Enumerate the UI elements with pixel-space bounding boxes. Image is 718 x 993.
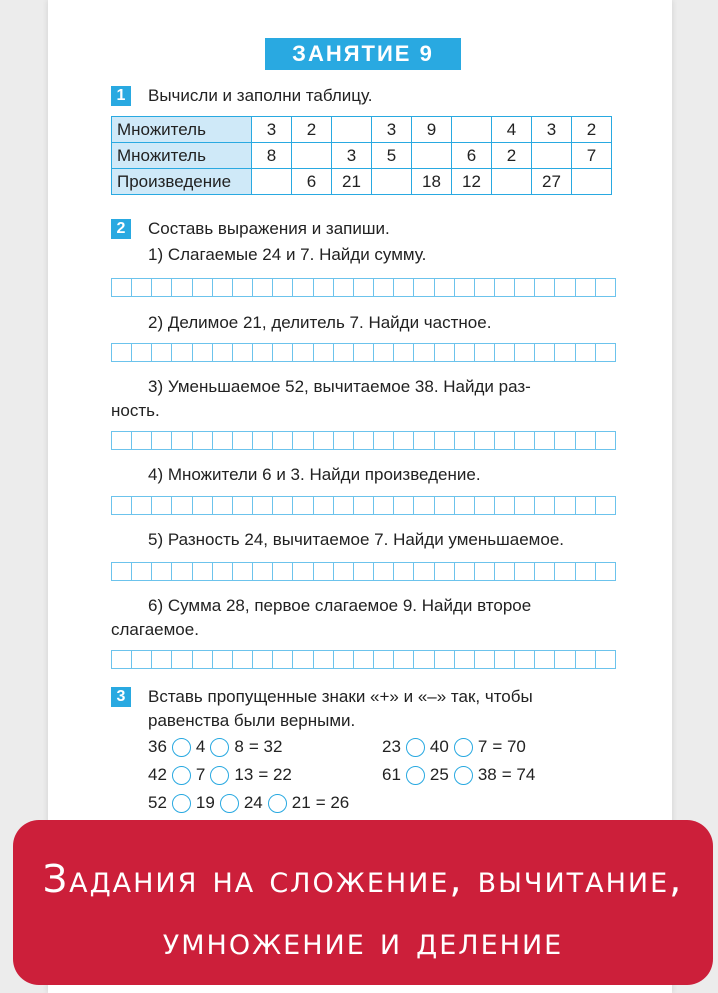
grid-cell[interactable] <box>273 432 293 449</box>
grid-cell[interactable] <box>334 432 354 449</box>
grid-cell[interactable] <box>172 344 192 361</box>
task-1-text: Вычисли и заполни таблицу. <box>148 86 373 105</box>
task-2-number: 2 <box>111 219 131 239</box>
grid-cell[interactable] <box>414 432 434 449</box>
grid-cell[interactable] <box>596 344 615 361</box>
grid-cell[interactable] <box>213 432 233 449</box>
grid-cell[interactable] <box>394 344 414 361</box>
grid-cell[interactable] <box>273 497 293 514</box>
grid-cell[interactable] <box>455 344 475 361</box>
operand: 40 <box>429 737 449 756</box>
operand: 36 <box>148 737 167 756</box>
grid-cell[interactable] <box>555 563 575 580</box>
grid-cell[interactable] <box>475 344 495 361</box>
grid-cell[interactable] <box>193 497 213 514</box>
grid-cell[interactable] <box>152 497 172 514</box>
grid-cell[interactable] <box>515 497 535 514</box>
grid-cell[interactable] <box>435 432 455 449</box>
grid-cell[interactable] <box>394 563 414 580</box>
table-cell[interactable]: 9 <box>412 117 452 143</box>
grid-cell[interactable] <box>213 651 233 668</box>
operand: 61 <box>382 765 401 784</box>
grid-cell[interactable] <box>334 651 354 668</box>
equation <box>148 737 282 757</box>
grid-cell[interactable] <box>535 344 555 361</box>
operand: 52 <box>148 793 167 812</box>
task-2-item-3: 3) Уменьшаемое 52, вычитаемое 38. Найди раз- <box>148 377 531 396</box>
grid-cell[interactable] <box>233 432 253 449</box>
table-cell[interactable] <box>292 143 332 169</box>
grid-cell[interactable] <box>576 432 596 449</box>
grid-cell[interactable] <box>535 279 555 296</box>
task-2-item-3-cont: ность. <box>111 401 160 420</box>
grid-cell[interactable] <box>152 651 172 668</box>
grid-cell[interactable] <box>253 344 273 361</box>
grid-cell[interactable] <box>535 563 555 580</box>
grid-cell[interactable] <box>596 563 615 580</box>
grid-cell[interactable] <box>475 432 495 449</box>
operand: 25 <box>429 765 449 784</box>
grid-cell[interactable] <box>112 344 132 361</box>
grid-cell[interactable] <box>293 497 313 514</box>
grid-cell[interactable] <box>314 563 334 580</box>
table-cell[interactable]: 7 <box>572 143 612 169</box>
sign-slot[interactable] <box>210 766 229 785</box>
grid-cell[interactable] <box>374 344 394 361</box>
task-3-text-line2: равенства были верными. <box>148 711 356 730</box>
grid-cell[interactable] <box>394 651 414 668</box>
grid-cell[interactable] <box>193 651 213 668</box>
table-row <box>112 169 612 195</box>
equation-result: = 74 <box>501 765 536 784</box>
equation-result: = 22 <box>258 765 292 784</box>
operand: 23 <box>382 737 401 756</box>
equation <box>382 765 535 785</box>
operand: 19 <box>195 793 215 812</box>
table-row <box>112 143 612 169</box>
operand: 8 <box>234 737 244 756</box>
grid-cell[interactable] <box>132 344 152 361</box>
grid-cell[interactable] <box>475 497 495 514</box>
sign-slot[interactable] <box>220 794 239 813</box>
grid-cell[interactable] <box>314 497 334 514</box>
grid-cell[interactable] <box>112 651 132 668</box>
operand: 13 <box>234 765 254 784</box>
grid-cell[interactable] <box>293 651 313 668</box>
grid-cell[interactable] <box>273 279 293 296</box>
sign-slot[interactable] <box>172 794 191 813</box>
grid-cell[interactable] <box>495 279 515 296</box>
sign-slot[interactable] <box>406 766 425 785</box>
table-cell[interactable]: 21 <box>332 169 372 195</box>
grid-cell[interactable] <box>193 432 213 449</box>
grid-cell[interactable] <box>233 651 253 668</box>
grid-cell[interactable] <box>414 344 434 361</box>
grid-cell[interactable] <box>495 432 515 449</box>
grid-cell[interactable] <box>374 651 394 668</box>
task-2-item-1: 1) Слагаемые 24 и 7. Найди сумму. <box>148 245 427 264</box>
grid-cell[interactable] <box>515 563 535 580</box>
table-cell[interactable]: 8 <box>252 143 292 169</box>
grid-cell[interactable] <box>576 344 596 361</box>
grid-cell[interactable] <box>435 651 455 668</box>
operand: 7 <box>195 765 206 784</box>
task-2-item-5: 5) Разность 24, вычитаемое 7. Найди уменьшаемое. <box>148 530 564 549</box>
table-cell[interactable] <box>332 117 372 143</box>
grid-cell[interactable] <box>273 344 293 361</box>
grid-cell[interactable] <box>314 344 334 361</box>
row-header: Множитель <box>112 117 252 143</box>
grid-cell[interactable] <box>535 497 555 514</box>
operand: 42 <box>148 765 167 784</box>
promo-banner <box>13 820 713 985</box>
answer-grid[interactable] <box>111 562 616 581</box>
grid-cell[interactable] <box>354 344 374 361</box>
grid-cell[interactable] <box>555 279 575 296</box>
grid-cell[interactable] <box>394 432 414 449</box>
grid-cell[interactable] <box>414 651 434 668</box>
grid-cell[interactable] <box>172 497 192 514</box>
grid-cell[interactable] <box>374 432 394 449</box>
grid-cell[interactable] <box>455 279 475 296</box>
grid-cell[interactable] <box>253 432 273 449</box>
sign-slot[interactable] <box>172 738 191 757</box>
task-2-text: Составь выражения и запиши. <box>148 219 390 238</box>
sign-slot[interactable] <box>406 738 425 757</box>
grid-cell[interactable] <box>475 279 495 296</box>
grid-cell[interactable] <box>455 432 475 449</box>
operand: 38 <box>477 765 497 784</box>
table-cell[interactable]: 12 <box>452 169 492 195</box>
grid-cell[interactable] <box>576 497 596 514</box>
row-header: Множитель <box>112 143 252 169</box>
sign-slot[interactable] <box>210 738 229 757</box>
grid-cell[interactable] <box>555 432 575 449</box>
task-2-item-4: 4) Множители 6 и 3. Найди произведение. <box>148 465 481 484</box>
grid-cell[interactable] <box>435 497 455 514</box>
grid-cell[interactable] <box>394 279 414 296</box>
grid-cell[interactable] <box>455 497 475 514</box>
grid-cell[interactable] <box>132 563 152 580</box>
operand: 4 <box>195 737 206 756</box>
operand: 21 <box>291 793 311 812</box>
table-cell[interactable] <box>412 143 452 169</box>
answer-grid[interactable] <box>111 343 616 362</box>
grid-cell[interactable] <box>455 563 475 580</box>
grid-cell[interactable] <box>273 563 293 580</box>
equation-result: = 32 <box>248 737 283 756</box>
equation <box>148 793 349 813</box>
grid-cell[interactable] <box>112 432 132 449</box>
grid-cell[interactable] <box>576 279 596 296</box>
sign-slot[interactable] <box>454 738 473 757</box>
table-cell[interactable] <box>252 169 292 195</box>
table-cell[interactable]: 3 <box>252 117 292 143</box>
grid-cell[interactable] <box>495 563 515 580</box>
table-cell[interactable]: 27 <box>532 169 572 195</box>
grid-cell[interactable] <box>172 563 192 580</box>
grid-cell[interactable] <box>374 497 394 514</box>
grid-cell[interactable] <box>515 279 535 296</box>
table-cell[interactable] <box>372 169 412 195</box>
grid-cell[interactable] <box>233 563 253 580</box>
grid-cell[interactable] <box>334 563 354 580</box>
grid-cell[interactable] <box>515 651 535 668</box>
table-cell[interactable] <box>492 169 532 195</box>
grid-cell[interactable] <box>596 432 615 449</box>
grid-cell[interactable] <box>495 497 515 514</box>
grid-cell[interactable] <box>354 651 374 668</box>
banner-line-2: умножение и деление <box>162 919 564 963</box>
grid-cell[interactable] <box>112 497 132 514</box>
grid-cell[interactable] <box>293 279 313 296</box>
grid-cell[interactable] <box>435 279 455 296</box>
table-cell[interactable]: 3 <box>332 143 372 169</box>
grid-cell[interactable] <box>152 432 172 449</box>
grid-cell[interactable] <box>132 651 152 668</box>
answer-grid[interactable] <box>111 278 616 297</box>
table-cell[interactable]: 6 <box>452 143 492 169</box>
banner-line-1: Задания на сложение, вычитание, <box>42 857 684 901</box>
equation <box>148 765 292 785</box>
table-cell[interactable]: 18 <box>412 169 452 195</box>
task-2-item-6-cont: слагаемое. <box>111 620 199 639</box>
grid-cell[interactable] <box>374 563 394 580</box>
grid-cell[interactable] <box>193 279 213 296</box>
grid-cell[interactable] <box>455 651 475 668</box>
grid-cell[interactable] <box>293 432 313 449</box>
multiplication-table <box>111 116 612 195</box>
grid-cell[interactable] <box>152 344 172 361</box>
grid-cell[interactable] <box>193 563 213 580</box>
grid-cell[interactable] <box>576 563 596 580</box>
grid-cell[interactable] <box>314 432 334 449</box>
grid-cell[interactable] <box>112 563 132 580</box>
grid-cell[interactable] <box>334 344 354 361</box>
table-cell[interactable]: 2 <box>292 117 332 143</box>
grid-cell[interactable] <box>414 563 434 580</box>
grid-cell[interactable] <box>172 279 192 296</box>
grid-cell[interactable] <box>253 563 273 580</box>
grid-cell[interactable] <box>334 279 354 296</box>
grid-cell[interactable] <box>132 497 152 514</box>
row-header: Произведение <box>112 169 252 195</box>
grid-cell[interactable] <box>354 563 374 580</box>
grid-cell[interactable] <box>596 497 615 514</box>
table-cell[interactable]: 4 <box>492 117 532 143</box>
grid-cell[interactable] <box>576 651 596 668</box>
table-cell[interactable] <box>452 117 492 143</box>
table-cell[interactable] <box>532 143 572 169</box>
grid-cell[interactable] <box>435 344 455 361</box>
grid-cell[interactable] <box>394 497 414 514</box>
grid-cell[interactable] <box>253 497 273 514</box>
grid-cell[interactable] <box>495 344 515 361</box>
answer-grid[interactable] <box>111 650 616 669</box>
grid-cell[interactable] <box>596 651 615 668</box>
grid-cell[interactable] <box>535 651 555 668</box>
operand: 7 <box>477 737 488 756</box>
task-2-item-2: 2) Делимое 21, делитель 7. Найди частное. <box>148 313 492 332</box>
grid-cell[interactable] <box>233 344 253 361</box>
task-2-item-6: 6) Сумма 28, первое слагаемое 9. Найди второе <box>148 596 532 615</box>
grid-cell[interactable] <box>515 344 535 361</box>
answer-grid[interactable] <box>111 431 616 450</box>
grid-cell[interactable] <box>535 432 555 449</box>
answer-grid[interactable] <box>111 496 616 515</box>
grid-cell[interactable] <box>314 279 334 296</box>
table-cell[interactable]: 3 <box>372 117 412 143</box>
task-1-number: 1 <box>111 86 131 106</box>
table-cell[interactable]: 5 <box>372 143 412 169</box>
grid-cell[interactable] <box>253 651 273 668</box>
grid-cell[interactable] <box>555 344 575 361</box>
sign-slot[interactable] <box>454 766 473 785</box>
grid-cell[interactable] <box>555 497 575 514</box>
grid-cell[interactable] <box>253 279 273 296</box>
grid-cell[interactable] <box>475 563 495 580</box>
grid-cell[interactable] <box>314 651 334 668</box>
grid-cell[interactable] <box>334 497 354 514</box>
grid-cell[interactable] <box>193 344 213 361</box>
grid-cell[interactable] <box>233 279 253 296</box>
table-cell[interactable] <box>572 169 612 195</box>
grid-cell[interactable] <box>414 497 434 514</box>
table-row <box>112 117 612 143</box>
lesson-title: ЗАНЯТИЕ 9 <box>265 38 461 70</box>
table-cell[interactable]: 6 <box>292 169 332 195</box>
grid-cell[interactable] <box>112 279 132 296</box>
equation-result: = 26 <box>315 793 350 812</box>
sign-slot[interactable] <box>172 766 191 785</box>
grid-cell[interactable] <box>172 651 192 668</box>
grid-cell[interactable] <box>354 279 374 296</box>
task-3-text-line1: Вставь пропущенные знаки «+» и «–» так, чтобы <box>148 687 533 706</box>
grid-cell[interactable] <box>213 279 233 296</box>
grid-cell[interactable] <box>555 651 575 668</box>
task-3-number: 3 <box>111 687 131 707</box>
grid-cell[interactable] <box>273 651 293 668</box>
grid-cell[interactable] <box>495 651 515 668</box>
operand: 24 <box>243 793 263 812</box>
grid-cell[interactable] <box>354 497 374 514</box>
sign-slot[interactable] <box>268 794 287 813</box>
grid-cell[interactable] <box>414 279 434 296</box>
grid-cell[interactable] <box>172 432 192 449</box>
grid-cell[interactable] <box>132 279 152 296</box>
grid-cell[interactable] <box>213 497 233 514</box>
grid-cell[interactable] <box>152 563 172 580</box>
grid-cell[interactable] <box>293 344 313 361</box>
equation <box>382 737 526 757</box>
grid-cell[interactable] <box>233 497 253 514</box>
grid-cell[interactable] <box>475 651 495 668</box>
grid-cell[interactable] <box>132 432 152 449</box>
table-cell[interactable]: 2 <box>492 143 532 169</box>
grid-cell[interactable] <box>354 432 374 449</box>
grid-cell[interactable] <box>213 344 233 361</box>
table-cell[interactable]: 3 <box>532 117 572 143</box>
grid-cell[interactable] <box>435 563 455 580</box>
grid-cell[interactable] <box>293 563 313 580</box>
table-cell[interactable]: 2 <box>572 117 612 143</box>
grid-cell[interactable] <box>374 279 394 296</box>
grid-cell[interactable] <box>596 279 615 296</box>
grid-cell[interactable] <box>152 279 172 296</box>
grid-cell[interactable] <box>213 563 233 580</box>
grid-cell[interactable] <box>515 432 535 449</box>
equation-result: = 70 <box>492 737 526 756</box>
